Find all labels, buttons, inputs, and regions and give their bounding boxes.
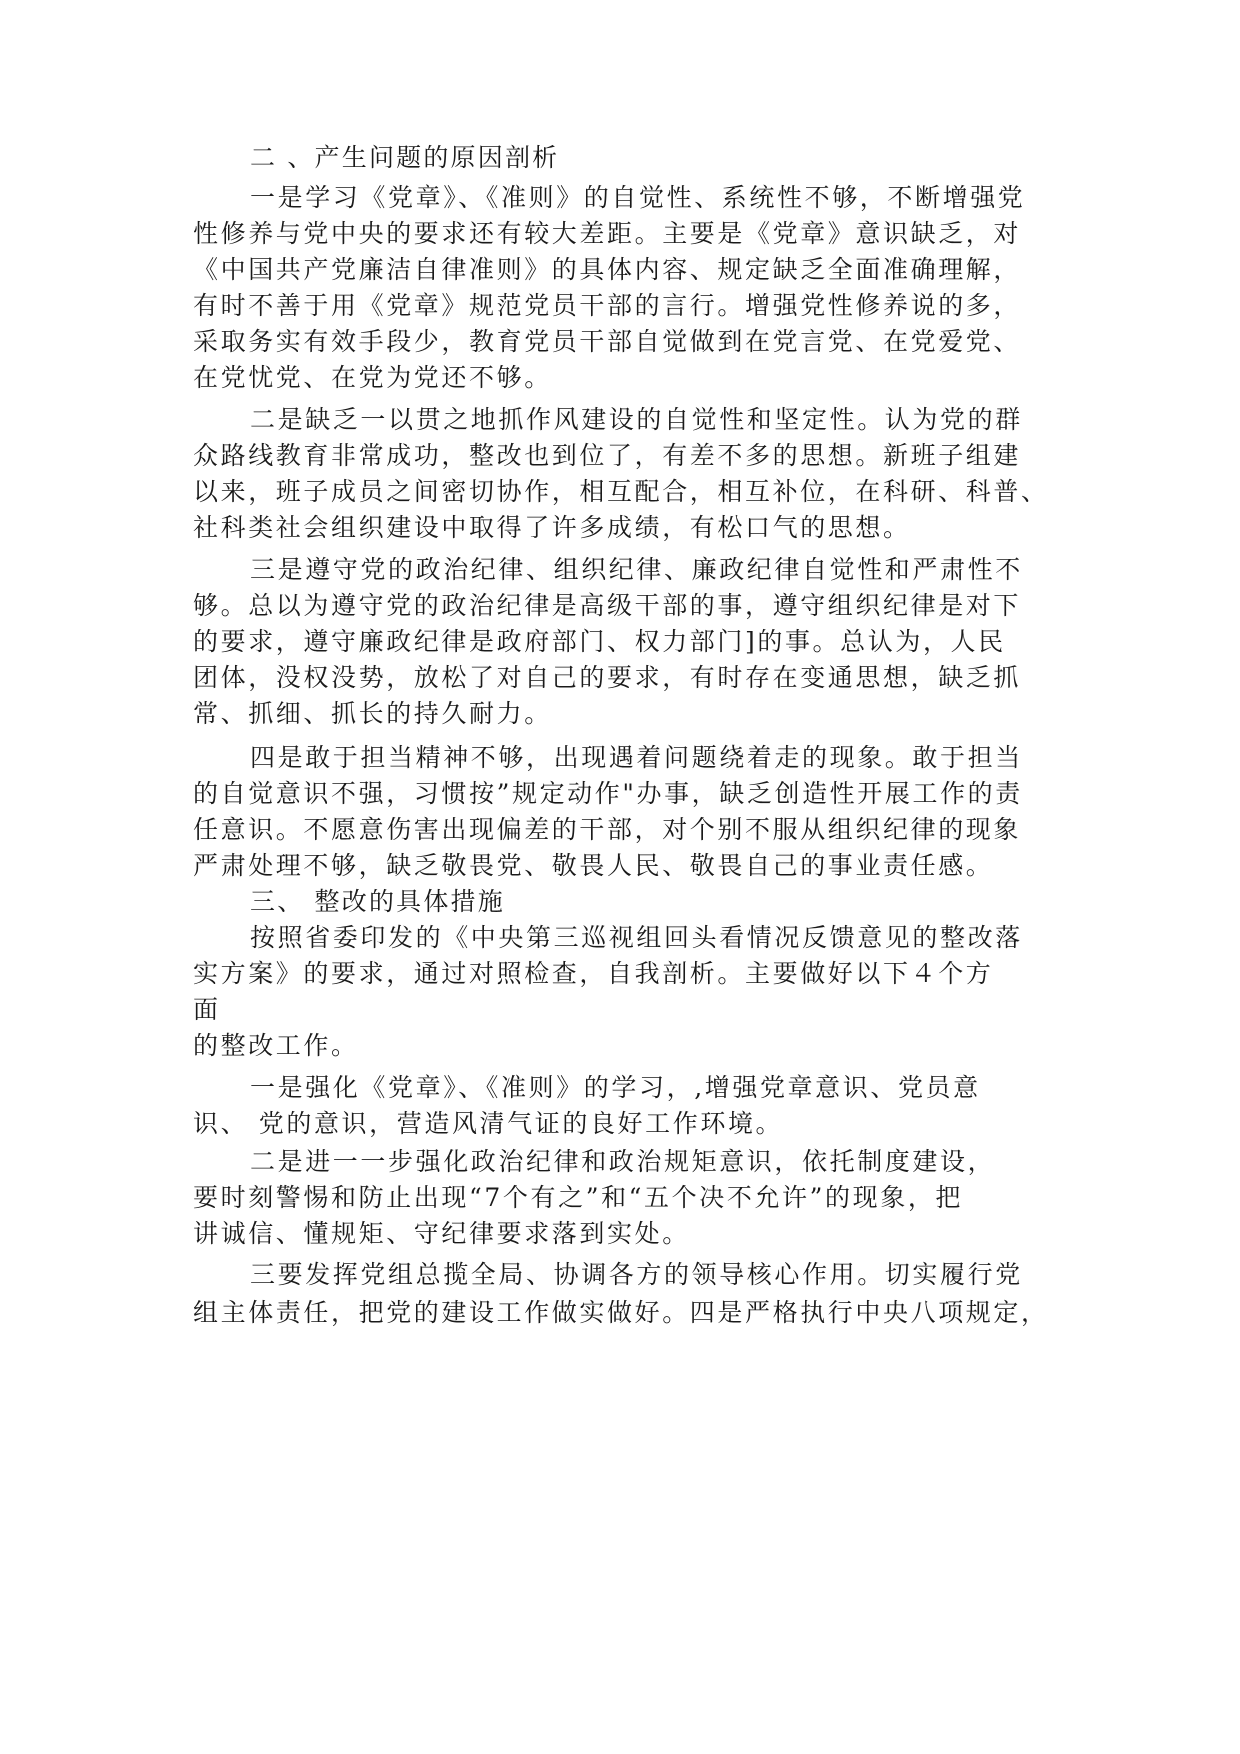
paragraph-line: 三是遵守党的政治纪律、组织纪律、廉政纪律自觉性和严肃性不 (250, 555, 1023, 584)
paragraph-line: 在党忧党、在党为党还不够。 (193, 363, 552, 392)
paragraph-line: 四是敢于担当精神不够，出现遇着问题绕着走的现象。敢于担当 (250, 743, 1023, 772)
paragraph-line: 一是学习《党章》、《准则》的自觉性、系统性不够，不断增强党 (250, 183, 1026, 212)
paragraph-line: 团体，没权没势，放松了对自己的要求，有时存在变通思想，缺乏抓 (193, 663, 1022, 692)
paragraph-line: 有时不善于用《党章》规范党员干部的言行。增强党性修养说的多， (193, 291, 1022, 320)
paragraph-line: 三要发挥党组总揽全局、协调各方的领导核心作用。切实履行党 (250, 1260, 1023, 1289)
paragraph-line: 任意识。不愿意伤害出现偏差的干部，对个别不服从组织纪律的现象 (193, 815, 1022, 844)
paragraph-line: 按照省委印发的《中央第三巡视组回头看情况反馈意见的整改落 (250, 923, 1023, 952)
paragraph-line: 的要求，遵守廉政纪律是政府部门、权力部门]的事。总认为，人民 (193, 627, 1006, 656)
paragraph-line: 组主体责任，把党的建设工作做实做好。四是严格执行中央八项规定， (193, 1298, 1049, 1327)
paragraph-line: 性修养与党中央的要求还有较大差距。主要是《党章》意识缺乏，对 (193, 219, 1022, 248)
paragraph-line: 以来，班子成员之间密切协作，相互配合，相互补位，在科研、科普、 (193, 477, 1049, 506)
paragraph-line: 二是缺乏一以贯之地抓作风建设的自觉性和坚定性。认为党的群 (250, 405, 1023, 434)
section-heading-causes: 二 、产生问题的原因剖析 (250, 143, 560, 172)
paragraph-line: 的自觉意识不强，习惯按”规定动作"办事，缺乏创造性开展工作的责 (193, 779, 1023, 808)
paragraph-line: 面 (193, 995, 221, 1024)
paragraph-line: 《中国共产党廉洁自律准则》的具体内容、规定缺乏全面准确理解， (193, 255, 1022, 284)
paragraph-line: 实方案》的要求，通过对照检查，自我剖析。主要做好以下４个方 (193, 959, 994, 988)
paragraph-line: 常、抓细、抓长的持久耐力。 (193, 699, 552, 728)
paragraph-line: 要时刻警惕和防止出现“7个有之”和“五个决不允许”的现象，把 (193, 1183, 964, 1212)
paragraph-line: 讲诚信、懂规矩、守纪律要求落到实处。 (193, 1219, 690, 1248)
paragraph-line: 严肃处理不够，缺乏敬畏党、敬畏人民、敬畏自己的事业责任感。 (193, 851, 994, 880)
paragraph-line: 识、 党的意识，营造风清气证的良好工作环境。 (193, 1109, 784, 1138)
paragraph-line: 一是强化《党章》、《准则》的学习，,增强党章意识、党员意 (250, 1073, 981, 1102)
paragraph-line: 社科类社会组织建设中取得了许多成绩，有松口气的思想。 (193, 513, 911, 542)
paragraph-line: 二是进一一步强化政治纪律和政治规矩意识，依托制度建设， (250, 1147, 996, 1176)
paragraph-line: 够。总以为遵守党的政治纪律是高级干部的事，遵守组织纪律是对下 (193, 591, 1022, 620)
paragraph-line: 众路线教育非常成功，整改也到位了，有差不多的思想。新班子组建 (193, 441, 1022, 470)
paragraph-line: 采取务实有效手段少，教育党员干部自觉做到在党言党、在党爱党、 (193, 327, 1022, 356)
paragraph-line: 的整改工作。 (193, 1031, 359, 1060)
section-heading-measures: 三、 整改的具体措施 (250, 887, 505, 916)
